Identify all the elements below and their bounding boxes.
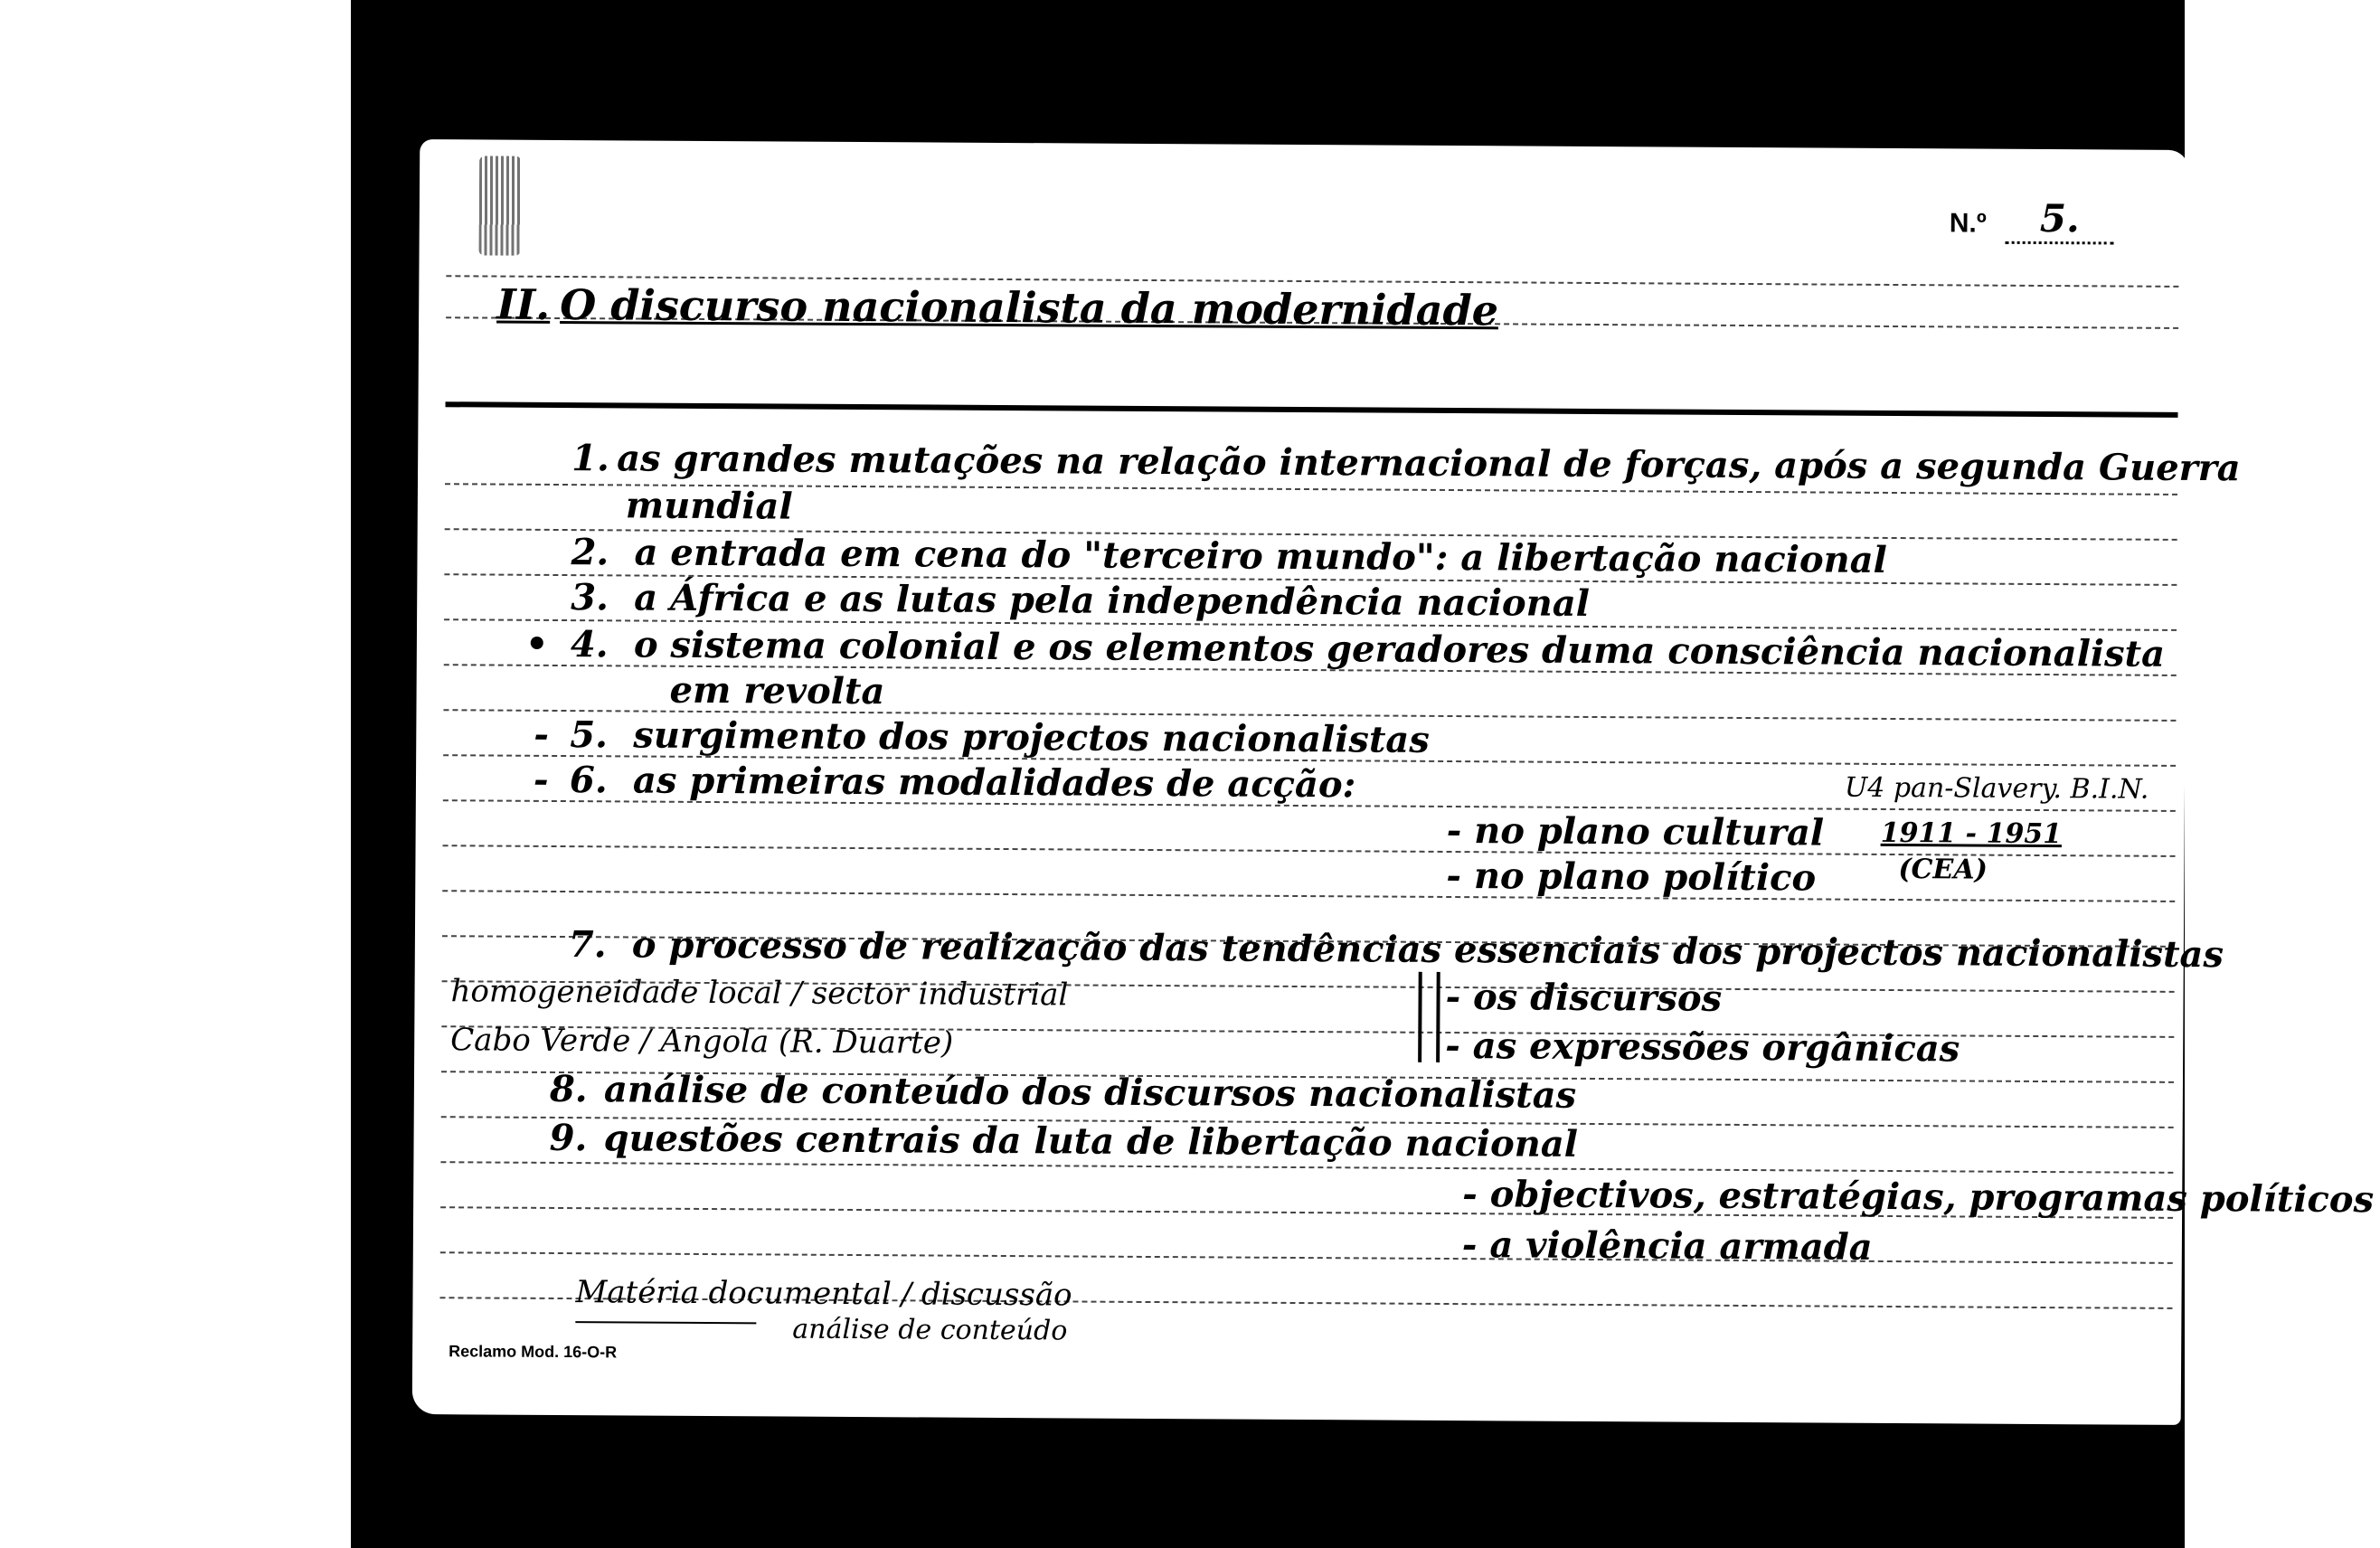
item-number: 5. [570, 713, 609, 757]
margin-note-line3: (CEA) [1898, 854, 1988, 886]
margin-note-line2: 1911 - 1951 [1880, 816, 2063, 851]
item9-sub: - objectivos, estratégias, programas políticos [1462, 1173, 2375, 1222]
item-number: 9. [549, 1116, 588, 1160]
item-number: 8. [549, 1067, 588, 1111]
item7-sub: - as expressões orgânicas [1445, 1024, 1960, 1071]
item-number: 2. [571, 531, 609, 574]
item7-left-note: homogeneidade local / sector industrial [450, 973, 1069, 1014]
item9-sub: - a violência armada [1461, 1223, 1873, 1269]
item-number: 7. [568, 923, 607, 967]
card-number-value: 5. [2006, 196, 2114, 245]
item-text: o processo de realização das tendências essenciais dos projectos nacionalistas [631, 923, 2224, 977]
margin-note-line1: U4 pan-Slavery. B.I.N. [1844, 771, 2149, 806]
margin-dot: • [524, 622, 549, 665]
form-code: Reclamo Mod. 16-O-R [449, 1342, 618, 1362]
item7-left-note: Cabo Verde / Angola (R. Duarte) [450, 1022, 954, 1062]
bracket-mark [1418, 972, 1440, 1062]
item-text: análise de conteúdo dos discursos nacionalistas [603, 1068, 1577, 1117]
index-card [412, 139, 2375, 1425]
footer-note-line2: análise de conteúdo [792, 1313, 1068, 1347]
item-text: surgimento dos projectos nacionalistas [633, 713, 1430, 761]
ruled-line [442, 890, 2175, 902]
item-number: 3. [571, 576, 609, 619]
item-number: 6. [569, 759, 608, 802]
footer-note-underline [575, 1321, 756, 1324]
ruled-line [440, 1251, 2173, 1264]
scan-smudge [479, 156, 522, 255]
item-text: o sistema colonial e os elementos geradores duma consciência nacionalista [633, 623, 2166, 675]
item-text: mundial [625, 484, 793, 528]
item-text: em revolta [669, 668, 885, 713]
section-numeral: II. [496, 279, 551, 329]
item7-sub: - os discursos [1445, 975, 1723, 1020]
item6-sub-political: - no plano político [1446, 854, 1817, 900]
card-number-label: N.º [1949, 208, 1987, 239]
margin-dash: - [533, 758, 549, 801]
item-number: 4. [570, 623, 609, 666]
item-text: questões centrais da luta de libertação nacional [603, 1117, 1579, 1166]
card-title: O discurso nacionalista da modernidade [560, 279, 1499, 335]
item-text: a África e as lutas pela independência nacional [634, 576, 1591, 625]
item-text: a entrada em cena do "terceiro mundo": a libertação nacional [634, 531, 1887, 581]
item-text: as primeiras modalidades de acção: [632, 759, 1356, 807]
heavy-rule [446, 401, 2178, 418]
margin-dash: - [534, 713, 550, 756]
item-text: as grandes mutações na relação internacional de forças, após a segunda Guerra [617, 437, 2241, 490]
item-number: 1. [571, 437, 610, 480]
footer-note-line1: Matéria documental / discussão [575, 1274, 1072, 1314]
item6-sub-cultural: - no plano cultural [1446, 808, 1825, 854]
